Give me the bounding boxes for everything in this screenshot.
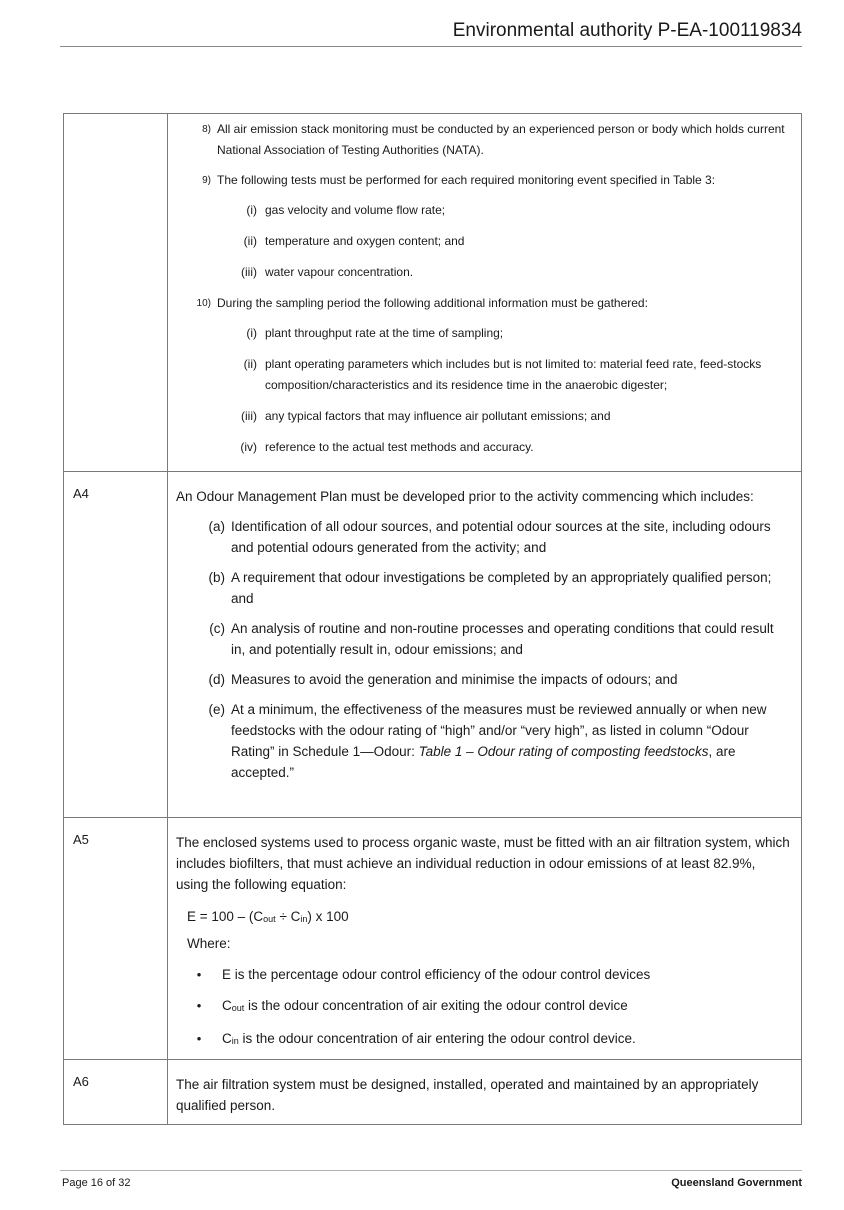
lettered-item bbox=[176, 516, 791, 558]
item-text: An analysis of routine and non-routine processes and operating conditions that could result in, and potentially result in, odour emissions; and bbox=[231, 621, 774, 657]
footer-brand: Queensland Government bbox=[671, 1177, 802, 1189]
sub-item-number: (ii) bbox=[243, 357, 257, 371]
conditions-table bbox=[63, 113, 802, 1125]
item-number: 10) bbox=[196, 298, 211, 309]
sub-item-text: plant operating parameters which includes but is not limited to: material feed rate, feed-stocks composition/characteristics and its residence time in the anaerobic digester; bbox=[265, 357, 762, 392]
sub-item-number: (ii) bbox=[243, 234, 257, 248]
item-text: Identification of all odour sources, and potential odour sources at the site, including odours and potential odours generated from the activity; and bbox=[231, 519, 771, 555]
sub-item-text: any typical factors that may influence air pollutant emissions; and bbox=[265, 409, 611, 423]
item-text: All air emission stack monitoring must be conducted by an experienced person or body which holds current National Association of Testing Authorities (NATA). bbox=[217, 122, 785, 157]
sub-item-number: (iii) bbox=[241, 409, 257, 423]
sub-item bbox=[176, 437, 791, 458]
sub-item bbox=[176, 231, 791, 252]
equation-subscript: out bbox=[263, 914, 276, 924]
item-text-end: , are accepted.” bbox=[231, 744, 736, 780]
item-text bbox=[231, 699, 791, 783]
item-letter: (a) bbox=[208, 519, 225, 534]
table-row bbox=[64, 818, 802, 1060]
item-text: Measures to avoid the generation and minimise the impacts of odours; and bbox=[231, 672, 678, 687]
table-row bbox=[64, 114, 802, 472]
sub-item-text: water vapour concentration. bbox=[265, 265, 414, 279]
item-letter: (e) bbox=[208, 702, 225, 717]
sub-item bbox=[176, 323, 791, 344]
equation-part: ) x 100 bbox=[307, 909, 349, 924]
bullet-item bbox=[176, 1028, 791, 1051]
item-text-start: At a minimum, the effectiveness of the measures must be reviewed annually or when new feedstocks with the odour rating of “high” and/or “very high”, as listed in column “Odour Rating” in Schedule 1—Odour: bbox=[231, 702, 767, 759]
lettered-item bbox=[176, 669, 791, 690]
item-letter: (d) bbox=[208, 672, 225, 687]
definition: is the odour concentration of air entering the odour control device. bbox=[238, 1031, 636, 1046]
page-number: Page 16 of 32 bbox=[62, 1177, 131, 1189]
item-number: 9) bbox=[202, 175, 211, 186]
bullet-dot-icon: • bbox=[196, 998, 202, 1013]
condition-id: A5 bbox=[64, 818, 168, 1060]
item-letter: (c) bbox=[209, 621, 225, 636]
item-text: During the sampling period the following additional information must be gathered: bbox=[217, 296, 648, 310]
condition-intro: The enclosed systems used to process organic waste, must be fitted with an air filtration system, which includes biofilters, that must achieve an individual reduction in odour emissions of at least 82.9%, using the following equation: bbox=[176, 835, 790, 892]
condition-id: A4 bbox=[64, 472, 168, 818]
definition: is the odour concentration of air exiting the odour control device bbox=[244, 998, 628, 1013]
table-reference: Table 1 – Odour rating of composting feedstocks bbox=[418, 744, 709, 759]
bullet-dot-icon: • bbox=[196, 967, 202, 982]
numbered-item bbox=[176, 293, 791, 314]
table-row bbox=[64, 472, 802, 818]
sub-item-number: (iii) bbox=[241, 265, 257, 279]
page-header bbox=[60, 18, 802, 47]
sub-item-text: gas velocity and volume flow rate; bbox=[265, 203, 446, 217]
bullet-text bbox=[222, 1028, 791, 1051]
condition-body bbox=[168, 114, 802, 472]
sub-item bbox=[176, 262, 791, 283]
condition-intro: An Odour Management Plan must be developed prior to the activity commencing which includes: bbox=[176, 489, 754, 504]
equation-subscript: in bbox=[300, 914, 308, 924]
sub-item-number: (iv) bbox=[240, 440, 257, 454]
table-row bbox=[64, 1060, 802, 1125]
sub-item-number: (i) bbox=[246, 203, 257, 217]
lettered-item bbox=[176, 699, 791, 783]
bullet-text bbox=[222, 995, 791, 1018]
equation-part: ÷ C bbox=[275, 909, 301, 924]
condition-intro: The air filtration system must be designed, installed, operated and maintained by an appropriately qualified person. bbox=[176, 1077, 759, 1113]
equation-part: E = 100 – (C bbox=[187, 909, 264, 924]
symbol: C bbox=[222, 1031, 232, 1046]
item-text: The following tests must be performed for each required monitoring event specified in Table 3: bbox=[217, 173, 716, 187]
symbol-subscript: out bbox=[231, 1003, 245, 1013]
item-letter: (b) bbox=[208, 570, 225, 585]
page-footer bbox=[60, 1170, 802, 1197]
condition-body bbox=[168, 472, 802, 818]
bullet-text bbox=[222, 964, 791, 985]
symbol-subscript: in bbox=[231, 1036, 239, 1046]
item-text: A requirement that odour investigations be completed by an appropriately qualified person; and bbox=[231, 570, 772, 606]
sub-item-text: reference to the actual test methods and accuracy. bbox=[265, 440, 534, 454]
sub-item bbox=[176, 354, 791, 396]
sub-item-text: temperature and oxygen content; and bbox=[265, 234, 465, 248]
item-number: 8) bbox=[202, 124, 211, 135]
condition-body bbox=[168, 1060, 802, 1125]
bullet-item bbox=[176, 995, 791, 1018]
bullet-dot-icon: • bbox=[196, 1031, 202, 1046]
efficiency-equation bbox=[187, 906, 791, 929]
condition-body bbox=[168, 818, 802, 1060]
numbered-item bbox=[176, 119, 791, 161]
condition-id: A6 bbox=[64, 1060, 168, 1125]
lettered-item bbox=[176, 567, 791, 609]
sub-item-number: (i) bbox=[246, 326, 257, 340]
symbol: E bbox=[222, 967, 232, 982]
numbered-item bbox=[176, 170, 791, 191]
sub-item bbox=[176, 200, 791, 221]
sub-item-text: plant throughput rate at the time of sampling; bbox=[265, 326, 504, 340]
bullet-item bbox=[176, 964, 791, 985]
lettered-item bbox=[176, 618, 791, 660]
where-label: Where: bbox=[187, 936, 231, 951]
sub-item bbox=[176, 406, 791, 427]
definition: is the percentage odour control efficiency of the odour control devices bbox=[231, 967, 651, 982]
symbol: C bbox=[222, 998, 232, 1013]
document-title: Environmental authority P-EA-100119834 bbox=[452, 20, 802, 41]
condition-id bbox=[64, 114, 168, 472]
